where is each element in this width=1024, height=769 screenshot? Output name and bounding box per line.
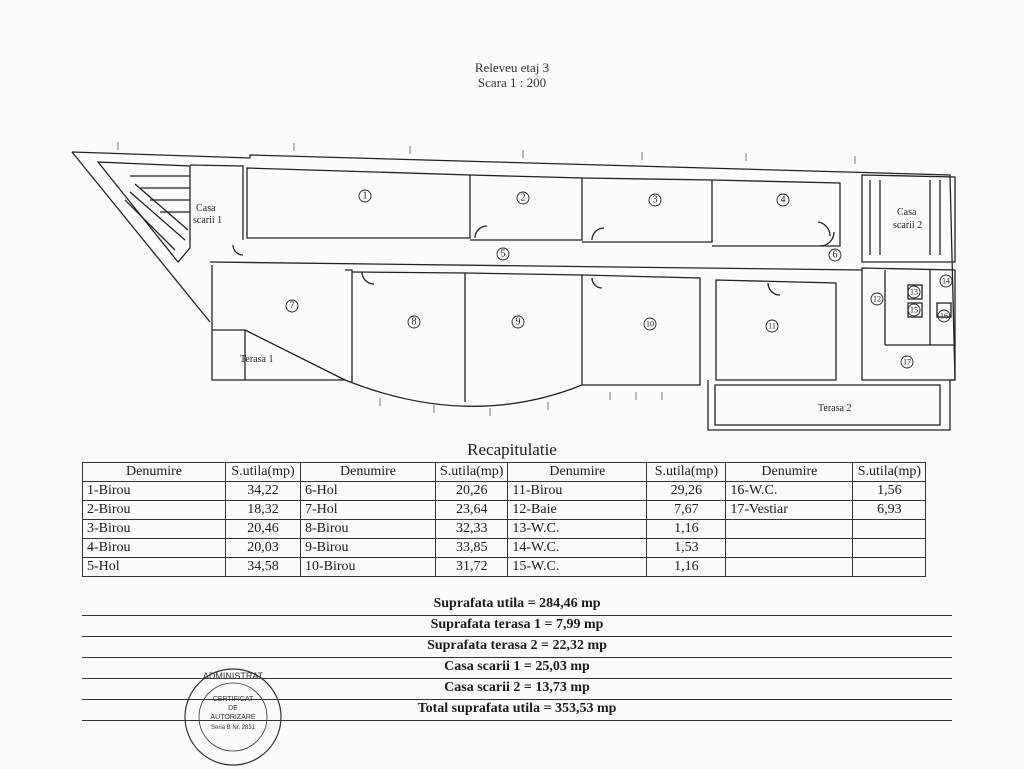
table-cell xyxy=(726,558,853,577)
room-label: 6 xyxy=(832,249,838,261)
casa-scarii-1-label-line2: scarii 1 xyxy=(193,215,223,226)
plan-scale: Scara 1 : 200 xyxy=(477,75,547,90)
plan-title: Releveu etaj 3 xyxy=(474,60,550,75)
table-cell: 11-Birou xyxy=(508,482,647,501)
column-header: Denumire xyxy=(301,463,436,482)
table-row xyxy=(83,539,926,558)
room-label: 4 xyxy=(780,194,786,206)
table-cell: 31,72 xyxy=(436,558,508,577)
table-cell: 12-Baie xyxy=(508,501,647,520)
stamp-text: ADMINISTRAT xyxy=(202,671,264,681)
table-cell: 20,46 xyxy=(226,520,301,539)
room-label: 17 xyxy=(903,357,911,367)
table-cell: 33,85 xyxy=(436,539,508,558)
table-cell: 20,03 xyxy=(226,539,301,558)
table-cell xyxy=(853,539,926,558)
table-cell: 1,56 xyxy=(853,482,926,501)
room-label: 3 xyxy=(652,194,658,206)
room-label: 11 xyxy=(768,321,776,331)
table-cell: 1-Birou xyxy=(83,482,226,501)
table-cell: 6-Hol xyxy=(301,482,436,501)
table-cell: 3-Birou xyxy=(83,520,226,539)
table-cell: 5-Hol xyxy=(83,558,226,577)
table-cell: 16-W.C. xyxy=(726,482,853,501)
area-summary-table xyxy=(82,462,926,577)
stamp-text: AUTORIZARE xyxy=(210,714,256,721)
table-cell: 1,16 xyxy=(647,520,726,539)
table-cell: 7-Hol xyxy=(301,501,436,520)
terasa-1-label: Terasa 1 xyxy=(240,354,274,365)
table-row xyxy=(83,501,926,520)
total-suprafata-utila-final: Total suprafata utila = 353,53 mp xyxy=(82,699,952,721)
table-cell: 18,32 xyxy=(226,501,301,520)
table-cell: 1,53 xyxy=(647,539,726,558)
stamp-text: DE xyxy=(228,705,238,712)
table-cell: 7,67 xyxy=(647,501,726,520)
column-header: S.utila(mp) xyxy=(436,463,508,482)
table-cell: 20,26 xyxy=(436,482,508,501)
column-header: S.utila(mp) xyxy=(853,463,926,482)
table-cell: 9-Birou xyxy=(301,539,436,558)
column-header: Denumire xyxy=(83,463,226,482)
column-header: Denumire xyxy=(726,463,853,482)
table-cell: 10-Birou xyxy=(301,558,436,577)
room-label: 1 xyxy=(362,190,368,202)
room-label: 10 xyxy=(646,319,654,329)
table-header-row xyxy=(83,463,926,482)
total-terasa-1: Suprafata terasa 1 = 7,99 mp xyxy=(82,615,952,637)
table-cell: 4-Birou xyxy=(83,539,226,558)
table-cell xyxy=(726,539,853,558)
casa-scarii-2-label-line2: scarii 2 xyxy=(893,220,923,231)
table-cell: 17-Vestiar xyxy=(726,501,853,520)
table-cell xyxy=(853,558,926,577)
certificate-stamp xyxy=(181,665,285,769)
table-cell xyxy=(726,520,853,539)
room-label: 16 xyxy=(940,311,948,321)
total-suprafata-utila: Suprafata utila = 284,46 mp xyxy=(82,594,952,616)
table-cell: 23,64 xyxy=(436,501,508,520)
table-cell: 1,16 xyxy=(647,558,726,577)
room-label: 5 xyxy=(500,248,506,260)
recap-title: Recapitulatie xyxy=(467,440,557,459)
casa-scarii-2-label-line1: Casa xyxy=(897,207,917,218)
column-header: Denumire xyxy=(508,463,647,482)
total-casa-scarii-2: Casa scarii 2 = 13,73 mp xyxy=(82,678,952,700)
table-cell: 29,26 xyxy=(647,482,726,501)
table-cell: 34,58 xyxy=(226,558,301,577)
terasa-2-label: Terasa 2 xyxy=(818,403,852,414)
room-label: 8 xyxy=(411,316,417,328)
column-header: S.utila(mp) xyxy=(226,463,301,482)
table-cell: 15-W.C. xyxy=(508,558,647,577)
table-row xyxy=(83,558,926,577)
room-label: 2 xyxy=(520,192,526,204)
table-cell: 34,22 xyxy=(226,482,301,501)
table-cell: 8-Birou xyxy=(301,520,436,539)
room-label: 9 xyxy=(515,316,521,328)
room-label: 15 xyxy=(910,305,918,315)
stamp-text: CERTIFICAT xyxy=(212,696,254,703)
room-label: 7 xyxy=(289,300,295,312)
room-label: 14 xyxy=(942,276,950,286)
total-casa-scarii-1: Casa scarii 1 = 25,03 mp xyxy=(82,657,952,679)
room-label: 12 xyxy=(873,294,881,304)
casa-scarii-1-label-line1: Casa xyxy=(196,203,216,214)
room-label: 13 xyxy=(910,287,918,297)
table-row xyxy=(83,520,926,539)
stamp-text: Seria B Nr. 2831 xyxy=(210,725,256,731)
table-cell xyxy=(853,520,926,539)
table-cell: 14-W.C. xyxy=(508,539,647,558)
table-row xyxy=(83,482,926,501)
table-cell: 6,93 xyxy=(853,501,926,520)
total-terasa-2: Suprafata terasa 2 = 22,32 mp xyxy=(82,636,952,658)
table-cell: 32,33 xyxy=(436,520,508,539)
column-header: S.utila(mp) xyxy=(647,463,726,482)
table-cell: 13-W.C. xyxy=(508,520,647,539)
table-cell: 2-Birou xyxy=(83,501,226,520)
